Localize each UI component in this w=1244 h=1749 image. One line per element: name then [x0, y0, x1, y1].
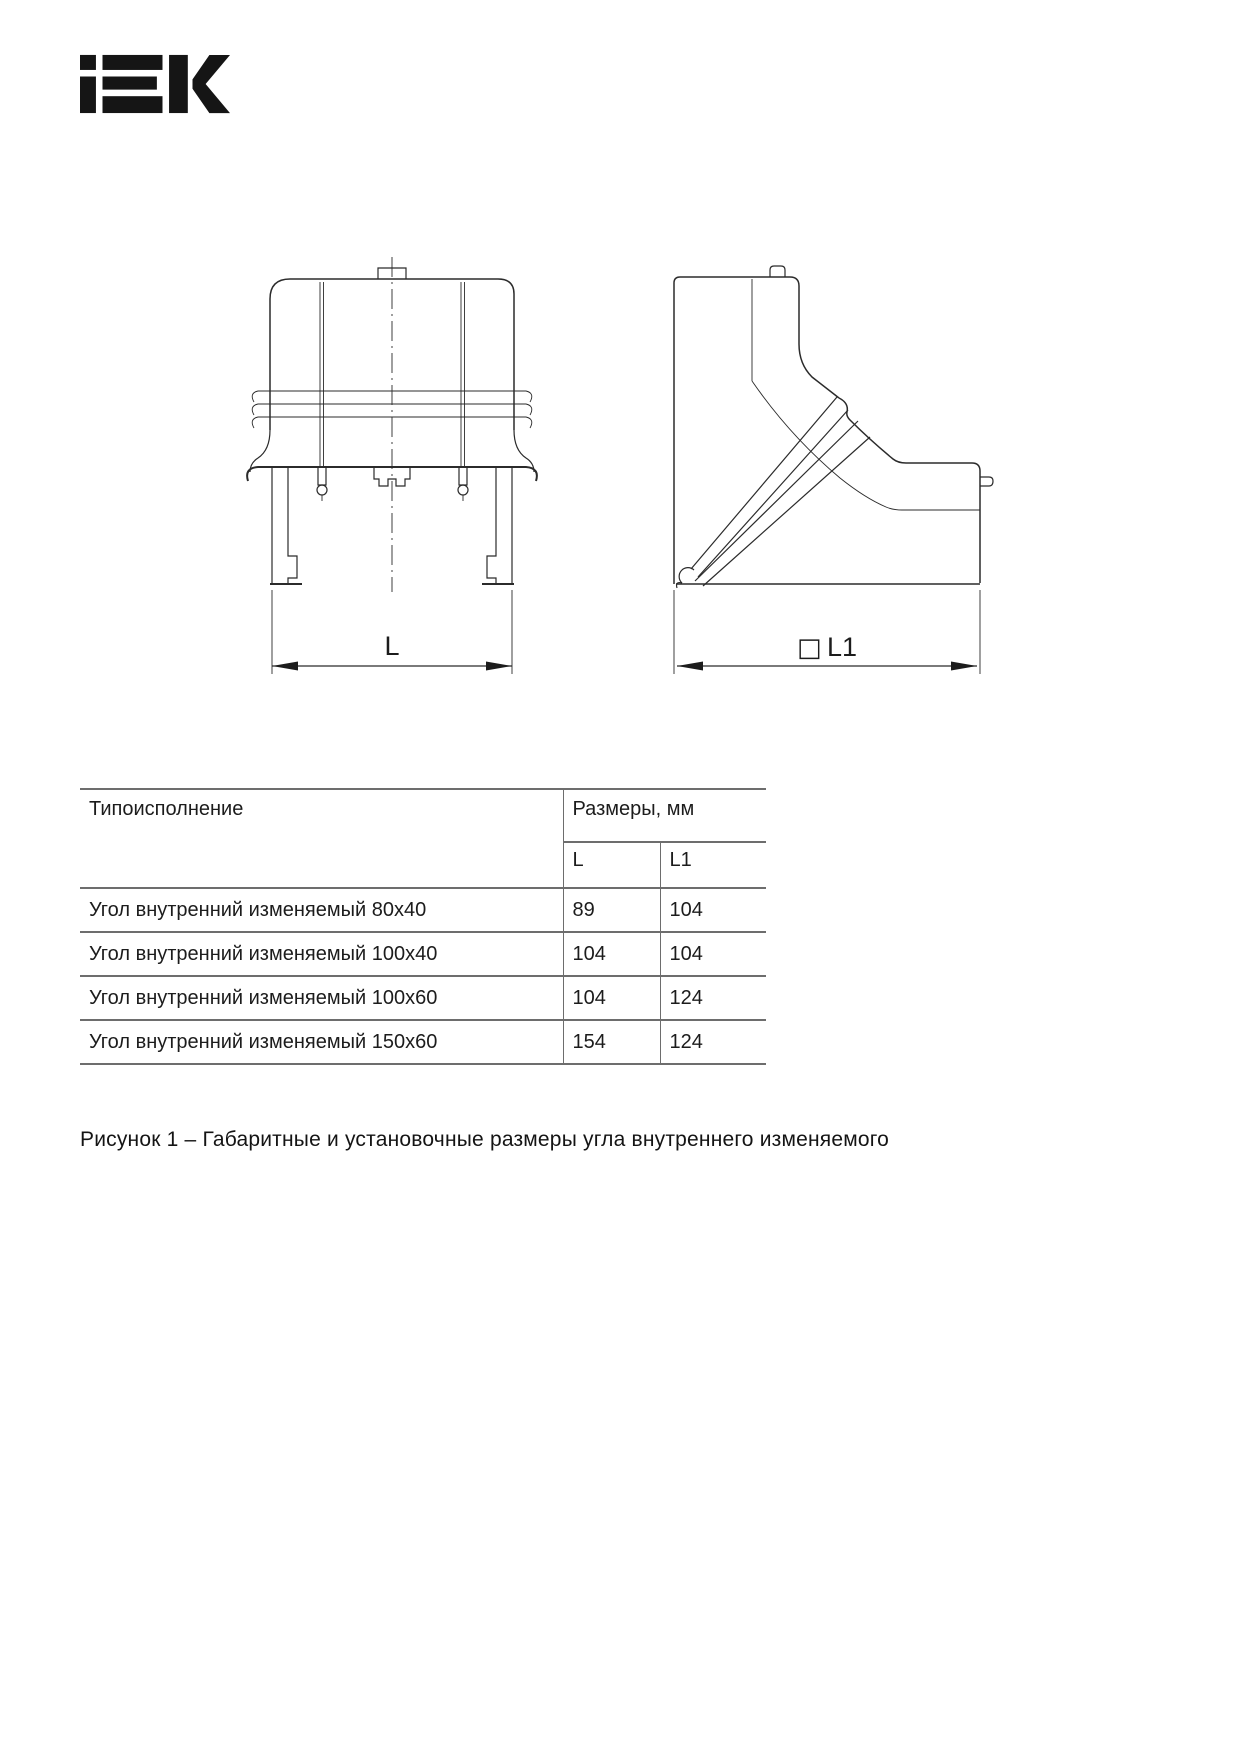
dimension-arrow-right	[951, 662, 977, 671]
row-l-cell: 104	[563, 932, 660, 976]
logo-e-mid	[103, 77, 157, 90]
figure-caption: Рисунок 1 – Габаритные и установочные размеры угла внутреннего изменяемого	[80, 1128, 890, 1151]
logo-i-dot	[80, 55, 96, 70]
table-row	[80, 932, 766, 976]
table-header-row	[80, 789, 766, 842]
logo-k-chevron	[193, 55, 231, 113]
row-type-cell: Угол внутренний изменяемый 150х60	[80, 1020, 563, 1064]
row-type-cell: Угол внутренний изменяемый 100х40	[80, 932, 563, 976]
table-header-dimensions: Размеры, мм	[563, 789, 766, 842]
logo-e-bottom	[103, 96, 163, 113]
square-section-symbol: □	[797, 633, 822, 663]
dimension-arrow-left	[272, 662, 298, 671]
table-subheader-L: L	[563, 842, 660, 888]
logo-e-top	[103, 55, 163, 70]
row-l1-cell: 104	[660, 888, 766, 932]
table-row	[80, 976, 766, 1020]
table-row	[80, 1020, 766, 1064]
row-type-cell: Угол внутренний изменяемый 100х60	[80, 976, 563, 1020]
dimension-label-L1: L1	[827, 632, 858, 662]
row-type-cell: Угол внутренний изменяемый 80х40	[80, 888, 563, 932]
front-view-drawing	[247, 257, 537, 674]
table-subheader-L1: L1	[660, 842, 766, 888]
iek-logo	[80, 54, 230, 114]
side-view-drawing	[674, 266, 993, 674]
table-header-type: Типоисполнение	[80, 789, 563, 888]
row-l1-cell: 104	[660, 932, 766, 976]
logo-i-stem	[80, 77, 96, 114]
row-l-cell: 154	[563, 1020, 660, 1064]
row-l1-cell: 124	[660, 976, 766, 1020]
dimension-label-L: L	[384, 631, 400, 661]
dimension-arrow-left	[677, 662, 703, 671]
logo-k-stem	[169, 55, 188, 113]
row-l-cell: 104	[563, 976, 660, 1020]
technical-drawing	[200, 225, 1020, 695]
row-l1-cell: 124	[660, 1020, 766, 1064]
row-l-cell: 89	[563, 888, 660, 932]
dimensions-table	[80, 788, 766, 1065]
dimension-arrow-right	[486, 662, 512, 671]
table-row	[80, 888, 766, 932]
